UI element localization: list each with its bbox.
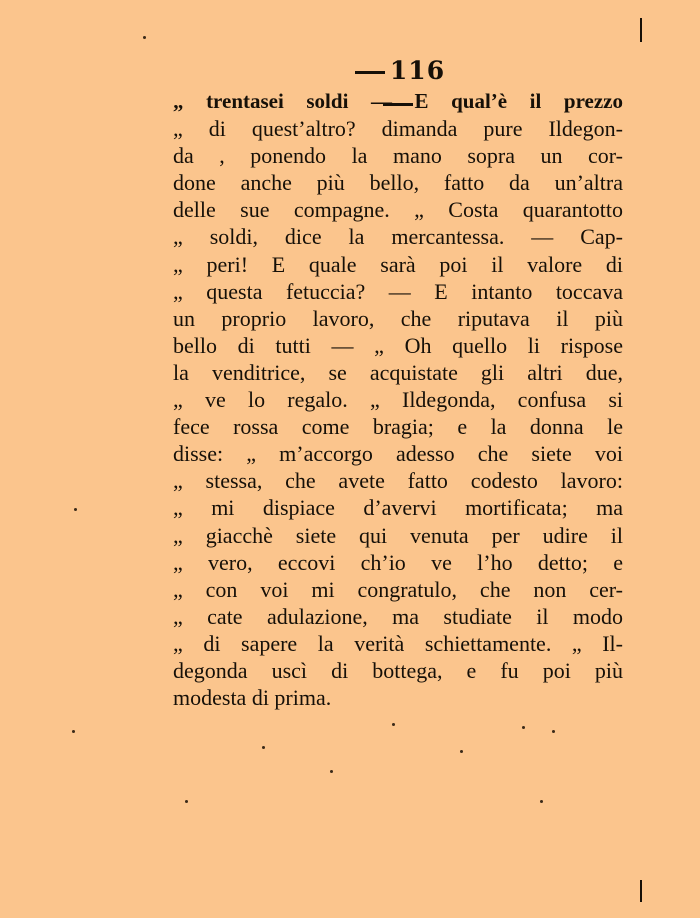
text-line: da , ponendo la mano sopra un cor- xyxy=(173,143,623,169)
text-line: modesta di prima. xyxy=(173,685,332,711)
page-number-value: 116 xyxy=(389,56,446,85)
text-line: „ cate adulazione, ma studiate il modo xyxy=(173,603,623,629)
paper-speck xyxy=(540,800,543,803)
text-line: bello di tutti — „ Oh quello li rispose xyxy=(173,332,623,358)
text-line: disse: „ m’accorgo adesso che siete voi xyxy=(173,441,623,467)
left-dash-ornament xyxy=(355,71,385,74)
paper-speck xyxy=(72,730,75,733)
paper-speck xyxy=(185,800,188,803)
text-line: delle sue compagne. „ Costa quarantotto xyxy=(173,197,623,223)
text-line: „ di sapere la verità schiettamente. „ Il- xyxy=(173,630,623,656)
text-line: „ giacchè siete qui venuta per udire il xyxy=(173,522,623,548)
text-line: fece rossa come bragia; e la donna le xyxy=(173,414,623,440)
text-line: „ mi dispiace d’avervi mortificata; ma xyxy=(173,495,623,521)
paper-speck xyxy=(392,723,395,726)
text-line: „ soldi, dice la mercantessa. — Cap- xyxy=(173,224,623,250)
text-line: un proprio lavoro, che riputava il più xyxy=(173,305,623,331)
text-line: la venditrice, se acquistate gli altri due, xyxy=(173,359,623,385)
paper-speck xyxy=(74,508,77,511)
paper-speck xyxy=(460,750,463,753)
paper-speck xyxy=(552,730,555,733)
paper-speck xyxy=(143,36,146,39)
text-line: degonda uscì di bottega, e fu poi più xyxy=(173,657,623,683)
text-line: „ vero, eccovi ch’io ve l’ho detto; e xyxy=(173,549,623,575)
text-line: „ ve lo regalo. „ Ildegonda, confusa si xyxy=(173,387,623,413)
bottom-edge-mark xyxy=(640,880,642,902)
text-line: done anche più bello, fatto da un’altra xyxy=(173,170,623,196)
body-text xyxy=(173,88,623,711)
top-edge-mark xyxy=(640,18,642,42)
text-line: „ stessa, che avete fatto codesto lavoro: xyxy=(173,468,623,494)
paper-speck xyxy=(262,746,265,749)
text-line: „ questa fetuccia? — E intanto toccava xyxy=(173,278,623,304)
text-line: „ trentasei soldi — E qual’è il prezzo xyxy=(173,89,623,113)
paper-speck xyxy=(522,726,525,729)
text-line: „ di quest’altro? dimanda pure Ildegon- xyxy=(173,116,623,142)
text-line: „ peri! E quale sarà poi il valore di xyxy=(173,251,623,277)
text-line: „ con voi mi congratulo, che non cer- xyxy=(173,576,623,602)
paper-speck xyxy=(330,770,333,773)
